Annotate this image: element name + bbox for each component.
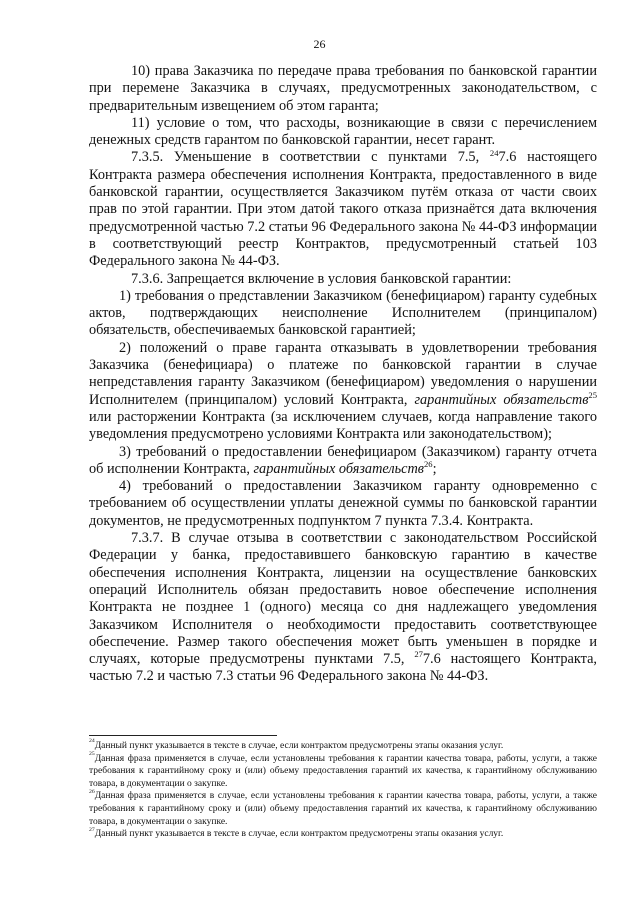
- paragraph-text: ;: [432, 460, 437, 477]
- list-item-2: [89, 340, 597, 444]
- footnote-number: 26: [89, 788, 95, 795]
- footnote-divider: [89, 735, 277, 736]
- paragraph-text: 7.6 настоящего Контракта размера обеспечения исполнения Контракта, предоставленного в виде банковской гарантии, осуществляется Заказчиком путём отказа от части своих прав по этой гарантии. При этом датой такого отказа признаётся дата включения предусмотренной частью 7.2 статьи 96 Федерального закона № 44-ФЗ информации в соответствующий реестр Контрактов, предусмотренный статьей 103 Федерального закона № 44-ФЗ.: [89, 149, 597, 270]
- footnote-ref-27[interactable]: 27: [414, 649, 423, 660]
- footnote-ref-25[interactable]: 25: [588, 389, 597, 400]
- footnote-number: 25: [89, 751, 95, 758]
- footnote-text: Данный пункт указывается в тексте в случае, если контрактом предусмотрены этапы оказания услуг.: [94, 741, 504, 751]
- paragraph-text: 7.6 настоящего Контракта, частью 7.2 и частью 7.3 статьи 96 Федерального закона № 44-ФЗ.: [89, 651, 597, 685]
- paragraph-text: 7.3.7. В случае отзыва в соответствии с законодательством Российской Федерации у банка, предоставившего банковскую гарантию в качестве обеспечения исполнения Контракта, лицензии на осуществление банковских операций Исполнитель обязан предоставить новое обеспечение исполнения Контракта не позднее 1 (одного) месяца со дня надлежащего уведомления Заказчиком Исполнителя о необходимости предоставить соответствующее обеспечение. Размер такого обеспечения может быть уменьшен в порядке и случаях, которые предусмотрены пунктами 7.5,: [89, 530, 597, 668]
- page-number: 26: [313, 37, 326, 51]
- footnote-item: [89, 740, 597, 753]
- footnote-text: Данная фраза применяется в случае, если установлены требования к гарантии качества товара, работы, услуги, а также требования к гарантийному сроку и (или) объему предоставления гарантий их качества, к гарантийному обслуживанию товара, в документации о закупке.: [89, 791, 597, 827]
- paragraph-7-3-5: [89, 149, 597, 270]
- italic-phrase: гарантийных обязательств: [414, 391, 589, 408]
- footnote-item: [89, 753, 597, 791]
- document-body: [89, 63, 597, 686]
- paragraph-text: 7.3.5. Уменьшение в соответствии с пунктами 7.5,: [131, 149, 490, 166]
- paragraph-7-3-6: 7.3.6. Запрещается включение в условия банковской гарантии:: [131, 270, 512, 287]
- list-item-3: [89, 444, 597, 479]
- paragraph-item-11: 11) условие о том, что расходы, возникающие в связи с перечислением денежных средств гарантом по банковской гарантии, несет гарант.: [89, 114, 597, 149]
- list-item-4: 4) требований о предоставлении Заказчиком гаранту одновременно с требованием об осуществлении уплаты денежной суммы по банковской гарантии документов, не предусмотренных подпунктом 7 пункта 7.3.4. Контракта.: [89, 478, 597, 529]
- footnote-number: 27: [89, 826, 95, 833]
- italic-phrase: гарантийных обязательств: [253, 460, 425, 477]
- footnotes: [89, 740, 597, 841]
- footnote-item: [89, 790, 597, 828]
- paragraph-7-3-7: [89, 530, 597, 686]
- footnote-text: Данный пункт указывается в тексте в случае, если контрактом предусмотрены этапы оказания услуг.: [94, 829, 504, 840]
- paragraph-text: или расторжении Контракта (за исключением случаев, когда направление такого уведомления предусмотрено условиями Контракта или законодательством);: [89, 408, 597, 443]
- footnote-number: 24: [89, 738, 95, 745]
- footnote-ref-26[interactable]: 26: [424, 458, 433, 469]
- paragraph-text: 2) положений о праве гаранта отказывать в удовлетворении требования Заказчика (бенефициара) о платеже по банковской гарантии в случае непредставления гаранту Заказчиком (бенефициаром) уведомления о нарушении Исполнителем (принципалом) условий Контракта,: [89, 339, 597, 408]
- paragraph-item-10: 10) права Заказчика по передаче права требования по банковской гарантии при перемене Заказчика в случаях, предусмотренных законодательством, с предварительным извещением об этом гаранта;: [89, 63, 597, 114]
- list-item-1: 1) требования о представлении Заказчиком (бенефициаром) гаранту судебных актов, подтверждающих неисполнение Исполнителем (принципалом) обязательств, обеспечиваемых банковской гарантией;: [89, 287, 597, 339]
- paragraph-text: 3) требований о предоставлении бенефициаром (Заказчиком) гаранту отчета об исполнении Контракта,: [89, 443, 597, 477]
- footnote-item: [89, 828, 597, 841]
- footnote-text: Данная фраза применяется в случае, если установлены требования к гарантии качества товара, работы, услуги, а также требования к гарантийному сроку и (или) объему предоставления гарантий их качества, к гарантийному обслуживанию товара, в документации о закупке.: [89, 753, 597, 789]
- footnote-ref-24[interactable]: 24: [489, 147, 499, 158]
